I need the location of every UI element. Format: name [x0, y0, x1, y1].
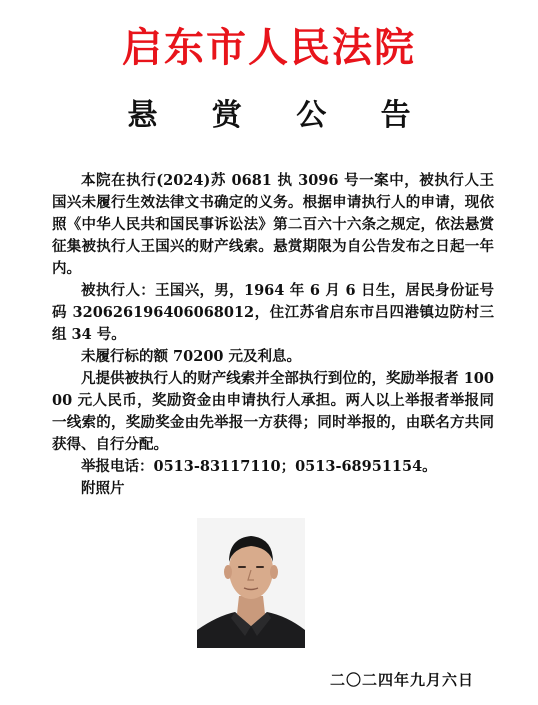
- paragraph-reward: 凡提供被执行人的财产线索并全部执行到位的，奖励举报者 10000 元人民币，奖励资金由申请执行人承担。两人以上举报者举报同一线索的，奖励奖金由先举报一方获得；同时举报的，由联名方共同获得、自行分配。: [52, 370, 494, 453]
- paragraph-hotline: 举报电话：0513-83117110；0513-68951154。: [81, 458, 437, 475]
- respondent-photo: [197, 518, 305, 648]
- paragraph-photo-note: 附照片: [81, 480, 125, 497]
- paragraph-case: 本院在执行(2024)苏 0681 执 3096 号一案中，被执行人王国兴未履行生效法律文书确定的义务。根据申请执行人的申请，现依照《中华人民共和国民事诉讼法》第二百六十六条之规定，依法悬赏征集被执行人王国兴的财产线索。悬赏期限为自公告发布之日起一年内。: [52, 172, 494, 277]
- portrait-image: [197, 518, 305, 648]
- notice-title: 悬 赏 公 告: [127, 98, 433, 133]
- paragraph-amount: 未履行标的额 70200 元及利息。: [81, 348, 302, 365]
- notice-date: 二〇二四年九月六日: [330, 671, 475, 689]
- court-name: 启东市人民法院: [122, 25, 416, 71]
- notice-body: [52, 170, 494, 500]
- paragraph-respondent: 被执行人：王国兴，男，1964 年 6 月 6 日生，居民身份证号码 320626196406068012，住江苏省启东市吕四港镇边防村三组 34 号。: [52, 282, 494, 343]
